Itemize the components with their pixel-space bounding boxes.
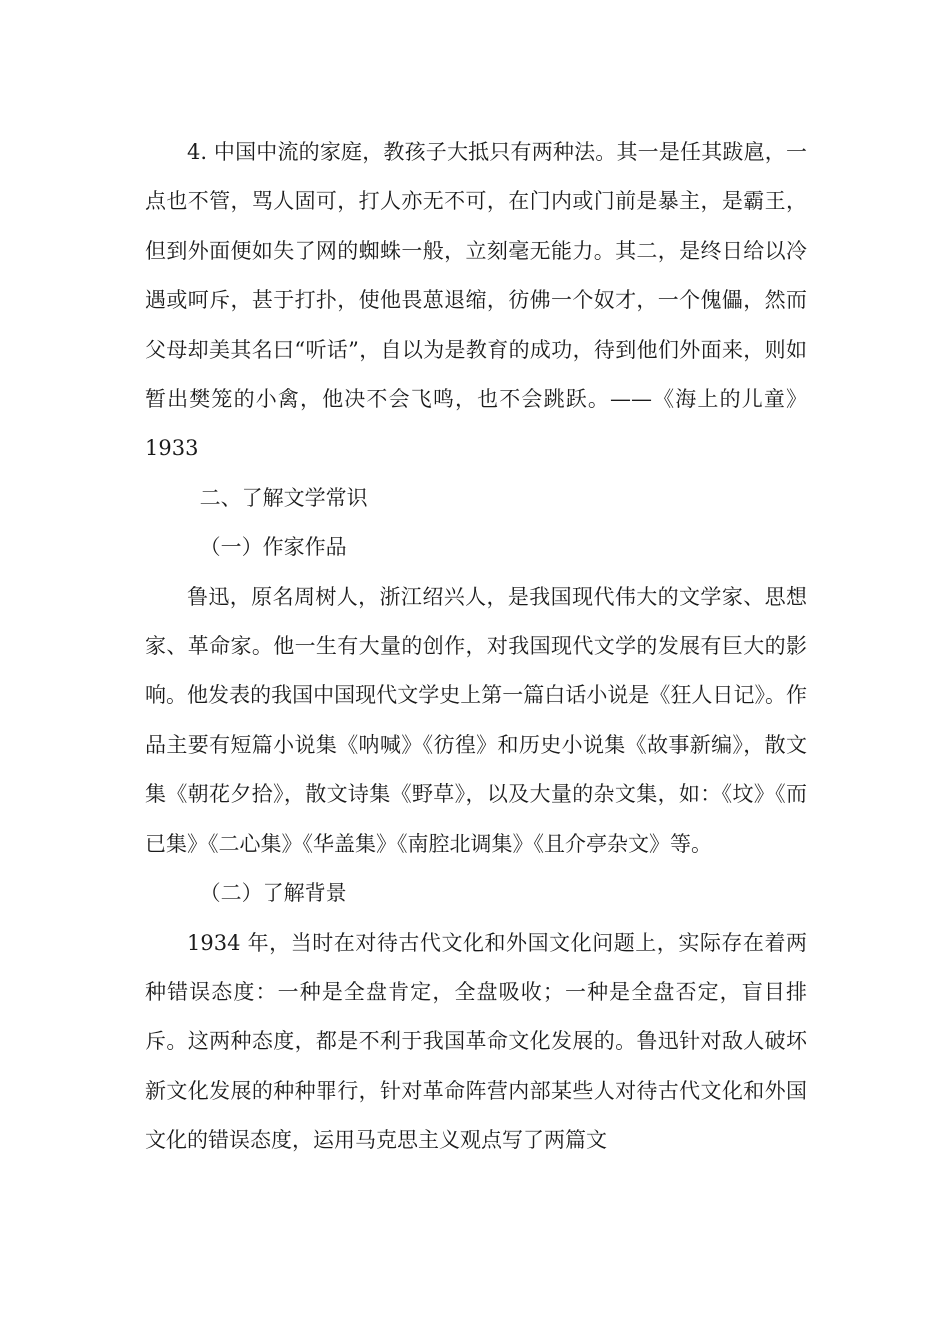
section-heading-literary-knowledge: 二、了解文学常识	[199, 485, 368, 510]
paragraph-quote-seaside-children: 4. 中国中流的家庭，教孩子大抵只有两种法。其一是任其跋扈，一点也不管，骂人固可，打人亦无不可，在门内或门前是暴主，是霸王，但到外面便如失了网的蜘蛛一般，立刻毫无能力。其二，是终日给以冷遇或呵斥，甚于打扑，使他畏葸退缩，彷佛一个奴才，一个傀儡，然而父母却美其名曰“听话”，自以为是教育的成功，待到他们外面来，则如暂出樊笼的小禽，他决不会飞鸣，也不会跳跃。——《海上的儿童》1933	[145, 140, 807, 461]
document-body	[145, 128, 807, 1166]
subsection-heading-author-works: （一）作家作品	[199, 535, 347, 560]
subsection-heading-background: （二）了解背景	[199, 881, 347, 906]
paragraph-author-bio: 鲁迅，原名周树人，浙江绍兴人，是我国现代伟大的文学家、思想家、革命家。他一生有大量的创作，对我国现代文学的发展有巨大的影响。他发表的我国中国现代文学史上第一篇白话小说是《狂人日记》。作品主要有短篇小说集《呐喊》《彷徨》和历史小说集《故事新编》，散文集《朝花夕拾》，散文诗集《野草》，以及大量的杂文集，如：《坟》《而已集》《二心集》《华盖集》《南腔北调集》《且介亭杂文》等。	[145, 584, 807, 856]
paragraph-background: 1934 年，当时在对待古代文化和外国文化问题上，实际存在着两种错误态度：一种是全盘肯定，全盘吸收；一种是全盘否定，盲目排斥。这两种态度，都是不利于我国革命文化发展的。鲁迅针对敌人破坏新文化发展的种种罪行，针对革命阵营内部某些人对待古代文化和外国文化的错误态度，运用马克思主义观点写了两篇文	[145, 930, 807, 1153]
